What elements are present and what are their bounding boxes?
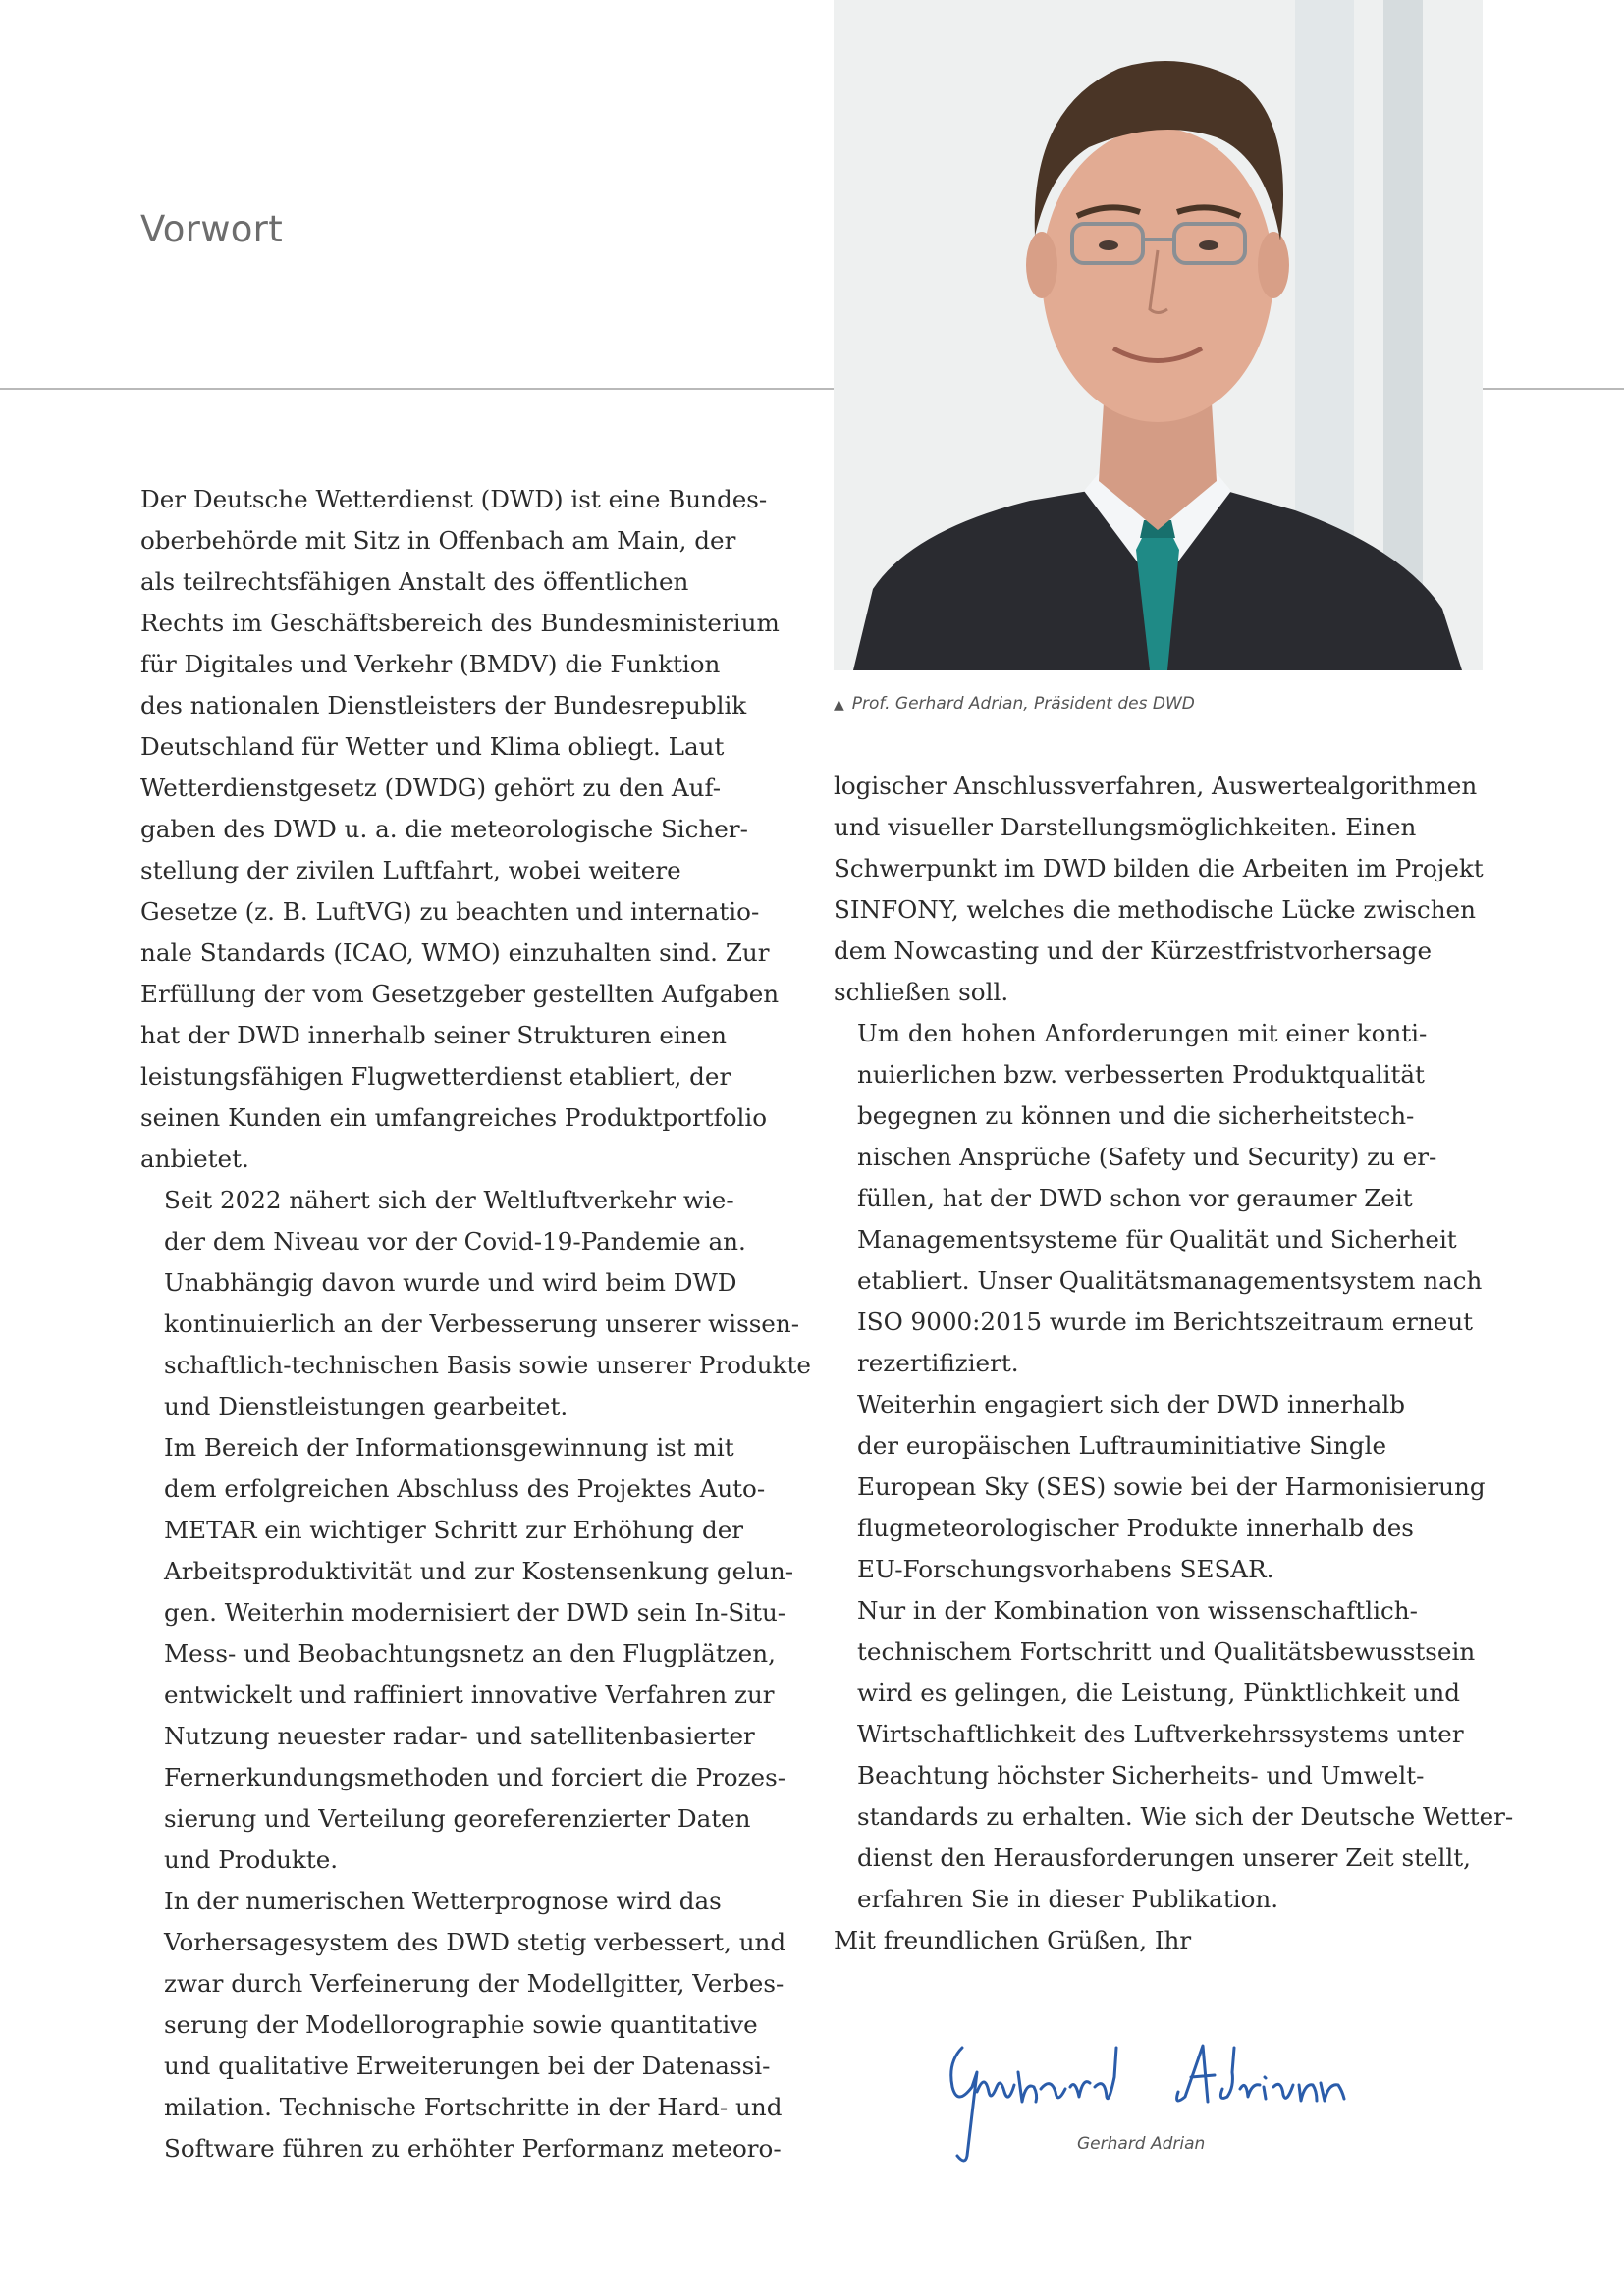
text-line: milation. Technische Fortschritte in der Hard- und (164, 2093, 783, 2121)
text-line: für Digitales und Verkehr (BMDV) die Funktion (140, 650, 721, 678)
text-line: Nutzung neuester radar- und satellitenbasierter (164, 1722, 755, 1750)
text-line: seinen Kunden ein umfangreiches Produktportfolio (140, 1103, 768, 1132)
text-line: und Dienstleistungen gearbeitet. (164, 1392, 568, 1420)
text-line: METAR ein wichtiger Schritt zur Erhöhung der (164, 1516, 744, 1544)
text-line: Im Bereich der Informationsgewinnung ist mit (164, 1433, 734, 1462)
text-line: nale Standards (ICAO, WMO) einzuhalten sind. Zur (140, 938, 770, 967)
text-line: Beachtung höchster Sicherheits- und Umwelt- (857, 1761, 1425, 1789)
text-line: oberbehörde mit Sitz in Offenbach am Main, der (140, 526, 736, 555)
text-line: füllen, hat der DWD schon vor geraumer Zeit (857, 1184, 1413, 1212)
text-line: des nationalen Dienstleisters der Bundesrepublik (140, 691, 747, 720)
text-line: wird es gelingen, die Leistung, Pünktlichkeit und (857, 1679, 1460, 1707)
paragraph (140, 1180, 811, 1427)
caption-triangle-icon: ▲ (834, 697, 844, 713)
text-line: Erfüllung der vom Gesetzgeber gestellten Aufgaben (140, 980, 780, 1008)
text-line: Seit 2022 nähert sich der Weltluftverkehr wie- (164, 1186, 734, 1214)
portrait-photo (834, 0, 1483, 670)
text-line: entwickelt und raffiniert innovative Verfahren zur (164, 1681, 775, 1709)
text-line: etabliert. Unser Qualitätsmanagementsystem nach (857, 1266, 1483, 1295)
paragraph (834, 1013, 1501, 1384)
text-line: stellung der zivilen Luftfahrt, wobei weitere (140, 856, 681, 884)
paragraph (834, 766, 1501, 1013)
text-line: Fernerkundungsmethoden und forciert die Prozes- (164, 1763, 786, 1791)
text-line: In der numerischen Wetterprognose wird das (164, 1887, 722, 1915)
text-line: der europäischen Luftrauminitiative Single (857, 1431, 1386, 1460)
paragraph (834, 1384, 1501, 1590)
text-line: flugmeteorologischer Produkte innerhalb des (857, 1514, 1414, 1542)
text-line: technischem Fortschritt und Qualitätsbewusstsein (857, 1637, 1476, 1666)
paragraph (140, 1881, 808, 2169)
text-line: SINFONY, welches die methodische Lücke zwischen (834, 895, 1476, 924)
caption-text: Prof. Gerhard Adrian, Präsident des DWD (851, 694, 1195, 714)
text-line: logischer Anschlussverfahren, Auswertealgorithmen (834, 772, 1478, 800)
text-line: begegnen zu können und die sicherheitstech- (857, 1101, 1415, 1130)
text-line: European Sky (SES) sowie bei der Harmonisierung (857, 1472, 1486, 1501)
header-divider-left (0, 388, 834, 390)
text-line: Gesetze (z. B. LuftVG) zu beachten und internatio- (140, 897, 760, 926)
signature-name: Gerhard Adrian (1077, 2134, 1206, 2154)
paragraph (140, 479, 808, 1180)
text-line: nischen Ansprüche (Safety und Security) zu er- (857, 1143, 1437, 1171)
text-line: Unabhängig davon wurde und wird beim DWD (164, 1268, 737, 1297)
text-line: sierung und Verteilung georeferenzierter Daten (164, 1804, 751, 1833)
text-line: leistungsfähigen Flugwetterdienst etabliert, der (140, 1062, 731, 1091)
closing-salutation: Mit freundlichen Grüßen, Ihr (834, 1926, 1192, 1954)
text-line: Managementsysteme für Qualität und Sicherheit (857, 1225, 1457, 1254)
text-line: Vorhersagesystem des DWD stetig verbessert, und (164, 1928, 786, 1956)
text-line: standards zu erhalten. Wie sich der Deutsche Wetter- (857, 1802, 1514, 1831)
text-line: Mess- und Beobachtungsnetz an den Flugplätzen, (164, 1639, 776, 1668)
text-line: gen. Weiterhin modernisiert der DWD sein In-Situ- (164, 1598, 786, 1627)
text-line: und Produkte. (164, 1845, 339, 1874)
text-line: und visueller Darstellungsmöglichkeiten. Einen (834, 813, 1417, 841)
text-line: Schwerpunkt im DWD bilden die Arbeiten im Projekt (834, 854, 1484, 882)
text-line: Weiterhin engagiert sich der DWD innerhalb (857, 1390, 1405, 1418)
text-line: ISO 9000:2015 wurde im Berichtszeitraum erneut (857, 1308, 1474, 1336)
text-column-right (834, 766, 1514, 1961)
paragraph (834, 1590, 1514, 1920)
text-line: Arbeitsproduktivität und zur Kostensenkung gelun- (164, 1557, 794, 1585)
paragraph (140, 1427, 808, 1881)
text-line: schaftlich-technischen Basis sowie unserer Produkte (164, 1351, 811, 1379)
text-line: und qualitative Erweiterungen bei der Datenassi- (164, 2052, 771, 2080)
text-line: dienst den Herausforderungen unserer Zeit stellt, (857, 1843, 1471, 1872)
text-line: rezertifiziert. (857, 1349, 1019, 1377)
text-line: EU-Forschungsvorhabens SESAR. (857, 1555, 1274, 1583)
text-line: als teilrechtsfähigen Anstalt des öffentlichen (140, 567, 689, 596)
page-title: Vorwort (140, 208, 284, 250)
text-line: Der Deutsche Wetterdienst (DWD) ist eine Bundes- (140, 485, 768, 513)
text-line: gaben des DWD u. a. die meteorologische Sicher- (140, 815, 748, 843)
text-line: kontinuierlich an der Verbesserung unserer wissen- (164, 1309, 800, 1338)
text-line: hat der DWD innerhalb seiner Strukturen einen (140, 1021, 727, 1049)
text-line: anbietet. (140, 1145, 249, 1173)
text-line: Wirtschaftlichkeit des Luftverkehrssystems unter (857, 1720, 1464, 1748)
text-line: Wetterdienstgesetz (DWDG) gehört zu den Auf- (140, 774, 722, 802)
text-line: der dem Niveau vor der Covid-19-Pandemie an. (164, 1227, 746, 1255)
text-column-left (140, 479, 811, 2169)
photo-caption (834, 694, 1195, 714)
text-line: dem Nowcasting und der Kürzestfristvorhersage (834, 936, 1432, 965)
text-line: Software führen zu erhöhter Performanz meteoro- (164, 2134, 782, 2163)
text-line: dem erfolgreichen Abschluss des Projektes Auto- (164, 1474, 766, 1503)
text-line: erfahren Sie in dieser Publikation. (857, 1885, 1279, 1913)
text-line: Um den hohen Anforderungen mit einer konti- (857, 1019, 1428, 1047)
text-line: zwar durch Verfeinerung der Modellgitter, Verbes- (164, 1969, 785, 1998)
text-line: schließen soll. (834, 978, 1009, 1006)
text-line: Rechts im Geschäftsbereich des Bundesministerium (140, 609, 780, 637)
header-divider-right (1483, 388, 1624, 390)
text-line: nuierlichen bzw. verbesserten Produktqualität (857, 1060, 1425, 1089)
text-line: Deutschland für Wetter und Klima obliegt. Laut (140, 732, 725, 761)
text-line: Nur in der Kombination von wissenschaftlich- (857, 1596, 1418, 1625)
text-line: serung der Modellorographie sowie quantitative (164, 2010, 758, 2039)
